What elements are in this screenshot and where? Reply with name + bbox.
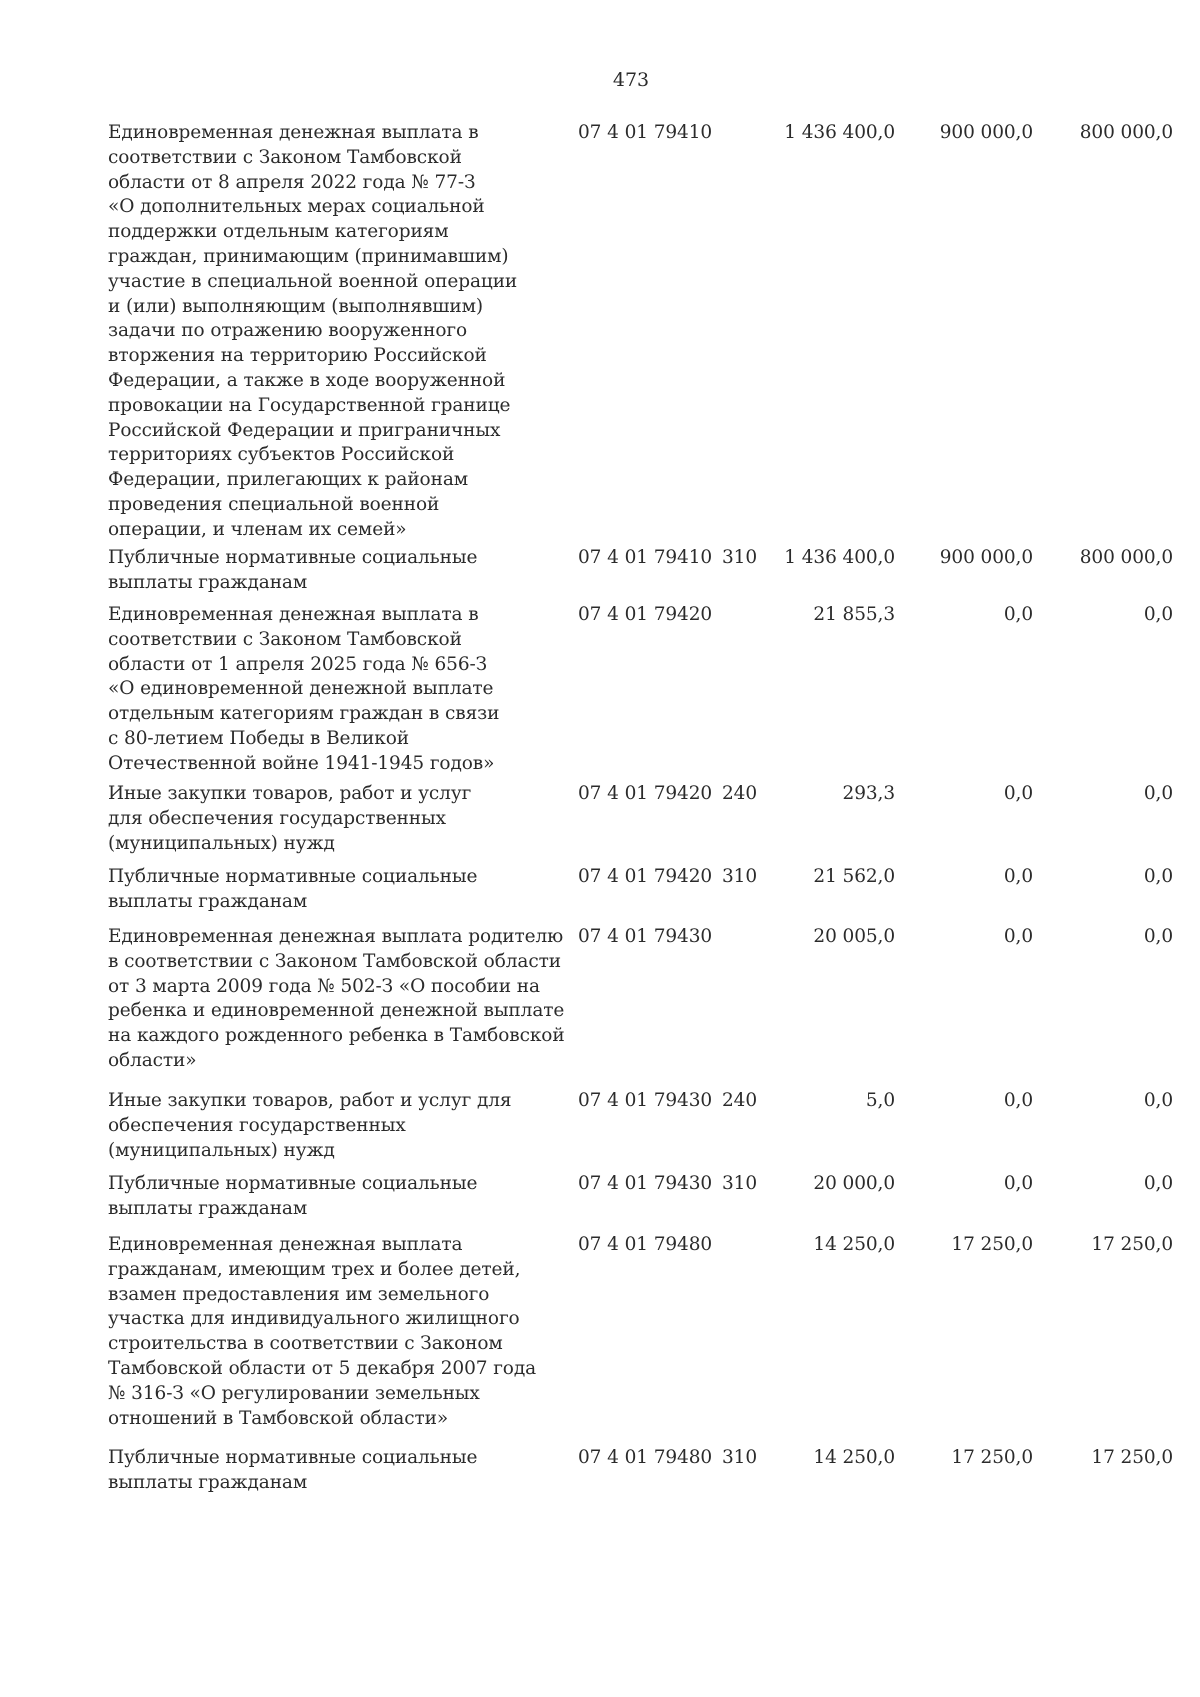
name-line: области» — [108, 1049, 197, 1071]
name-line: для обеспечения государственных — [108, 807, 446, 829]
target-article-code: 07 4 01 79430 — [578, 926, 713, 947]
name-line: Иные закупки товаров, работ и услуг для — [108, 1090, 512, 1111]
name-line: выплаты гражданам — [108, 890, 308, 912]
row-name — [108, 1446, 560, 1496]
row-name — [108, 603, 560, 777]
name-line: «О дополнительных мерах социальной — [108, 196, 485, 218]
amount-year-1: 20 000,0 — [813, 1173, 895, 1194]
amount-year-3: 0,0 — [1143, 1173, 1173, 1194]
target-article-code: 07 4 01 79410 — [578, 547, 713, 568]
name-line: строительства в соответствии с Законом — [108, 1333, 503, 1355]
amount-year-1: 21 855,3 — [813, 604, 895, 625]
target-article-code: 07 4 01 79430 — [578, 1173, 713, 1194]
name-line: Единовременная денежная выплата в — [108, 604, 479, 625]
row-name — [108, 1089, 560, 1163]
amount-year-2: 17 250,0 — [951, 1447, 1033, 1468]
amount-year-2: 0,0 — [1003, 926, 1033, 947]
amount-year-2: 0,0 — [1003, 604, 1033, 625]
expense-type-code: 310 — [722, 866, 758, 887]
expense-type-code: 310 — [722, 1173, 758, 1194]
name-line: Единовременная денежная выплата в — [108, 122, 479, 143]
name-line: выплаты гражданам — [108, 1471, 308, 1493]
amount-year-2: 0,0 — [1003, 1090, 1033, 1111]
name-line: Отечественной войне 1941-1945 годов» — [108, 752, 495, 774]
name-line: Публичные нормативные социальные — [108, 1173, 478, 1194]
amount-year-2: 900 000,0 — [939, 547, 1033, 568]
name-line: (муниципальных) нужд — [108, 1139, 335, 1161]
name-line: вторжения на территорию Российской — [108, 345, 487, 367]
target-article-code: 07 4 01 79410 — [578, 122, 713, 143]
target-article-code: 07 4 01 79420 — [578, 866, 713, 887]
amount-year-2: 0,0 — [1003, 1173, 1033, 1194]
target-article-code: 07 4 01 79420 — [578, 783, 713, 804]
target-article-code: 07 4 01 79430 — [578, 1090, 713, 1111]
amount-year-3: 0,0 — [1143, 1090, 1173, 1111]
amount-year-2: 0,0 — [1003, 866, 1033, 887]
amount-year-3: 0,0 — [1143, 926, 1173, 947]
name-line: соответствии с Законом Тамбовской — [108, 628, 462, 650]
target-article-code: 07 4 01 79420 — [578, 604, 713, 625]
name-line: участие в специальной военной операции — [108, 270, 518, 292]
target-article-code: 07 4 01 79480 — [578, 1447, 713, 1468]
row-name — [108, 121, 560, 543]
name-line: ребенка и единовременной денежной выплате — [108, 1000, 565, 1022]
name-line: Публичные нормативные социальные — [108, 866, 478, 887]
expense-type-code: 240 — [722, 783, 758, 804]
name-line: Тамбовской области от 5 декабря 2007 года — [108, 1357, 537, 1379]
name-line: Федерации, а также в ходе вооруженной — [108, 369, 506, 391]
name-line: гражданам, имеющим трех и более детей, — [108, 1258, 521, 1280]
amount-year-1: 14 250,0 — [813, 1447, 895, 1468]
amount-year-1: 21 562,0 — [813, 866, 895, 887]
amount-year-3: 0,0 — [1143, 866, 1173, 887]
amount-year-1: 14 250,0 — [813, 1234, 895, 1255]
name-line: на каждого рожденного ребенка в Тамбовской — [108, 1025, 565, 1047]
expense-type-code: 310 — [722, 547, 758, 568]
name-line: проведения специальной военной — [108, 493, 440, 515]
name-line: с 80-летием Победы в Великой — [108, 727, 410, 749]
row-name — [108, 1172, 560, 1222]
name-line: Федерации, прилегающих к районам — [108, 469, 469, 491]
amount-year-2: 900 000,0 — [939, 122, 1033, 143]
amount-year-1: 5,0 — [865, 1090, 895, 1111]
row-name — [108, 546, 560, 596]
amount-year-1: 293,3 — [842, 783, 895, 804]
name-line: отдельным категориям граждан в связи — [108, 703, 500, 725]
amount-year-3: 17 250,0 — [1091, 1234, 1173, 1255]
expense-type-code: 310 — [722, 1447, 758, 1468]
name-line: в соответствии с Законом Тамбовской области — [108, 950, 561, 972]
amount-year-2: 0,0 — [1003, 783, 1033, 804]
name-line: № 316-З «О регулировании земельных — [108, 1382, 480, 1404]
name-line: выплаты гражданам — [108, 1197, 308, 1219]
expense-type-code: 240 — [722, 1090, 758, 1111]
target-article-code: 07 4 01 79480 — [578, 1234, 713, 1255]
name-line: Российской Федерации и приграничных — [108, 419, 501, 441]
name-line: Единовременная денежная выплата родителю — [108, 926, 564, 947]
name-line: провокации на Государственной границе — [108, 394, 511, 416]
amount-year-1: 20 005,0 — [813, 926, 895, 947]
name-line: Публичные нормативные социальные — [108, 547, 478, 568]
name-line: области от 1 апреля 2025 года № 656-З — [108, 653, 488, 675]
name-line: «О единовременной денежной выплате — [108, 678, 494, 700]
amount-year-3: 0,0 — [1143, 783, 1173, 804]
name-line: (муниципальных) нужд — [108, 832, 335, 854]
name-line: Публичные нормативные социальные — [108, 1447, 478, 1468]
amount-year-3: 800 000,0 — [1079, 122, 1173, 143]
row-name — [108, 865, 560, 915]
name-line: выплаты гражданам — [108, 571, 308, 593]
name-line: поддержки отдельным категориям — [108, 221, 449, 243]
name-line: Единовременная денежная выплата — [108, 1234, 463, 1255]
amount-year-1: 1 436 400,0 — [784, 547, 895, 568]
amount-year-3: 17 250,0 — [1091, 1447, 1173, 1468]
name-line: Иные закупки товаров, работ и услуг — [108, 783, 472, 804]
amount-year-2: 17 250,0 — [951, 1234, 1033, 1255]
name-line: обеспечения государственных — [108, 1114, 406, 1136]
name-line: области от 8 апреля 2022 года № 77-З — [108, 171, 476, 193]
row-name — [108, 782, 560, 856]
name-line: отношений в Тамбовской области» — [108, 1407, 449, 1429]
amount-year-1: 1 436 400,0 — [784, 122, 895, 143]
name-line: участка для индивидуального жилищного — [108, 1308, 520, 1330]
amount-year-3: 800 000,0 — [1079, 547, 1173, 568]
name-line: граждан, принимающим (принимавшим) — [108, 245, 509, 267]
name-line: территориях субъектов Российской — [108, 444, 455, 466]
name-line: от 3 марта 2009 года № 502-З «О пособии на — [108, 975, 540, 997]
name-line: задачи по отражению вооруженного — [108, 320, 468, 342]
name-line: соответствии с Законом Тамбовской — [108, 146, 462, 168]
row-name — [108, 1233, 560, 1431]
name-line: операции, и членам их семей» — [108, 518, 407, 540]
row-name — [108, 925, 565, 1074]
page-number: 473 — [612, 69, 650, 91]
name-line: взамен предоставления им земельного — [108, 1283, 490, 1305]
name-line: и (или) выполняющим (выполнявшим) — [108, 295, 484, 317]
amount-year-3: 0,0 — [1143, 604, 1173, 625]
